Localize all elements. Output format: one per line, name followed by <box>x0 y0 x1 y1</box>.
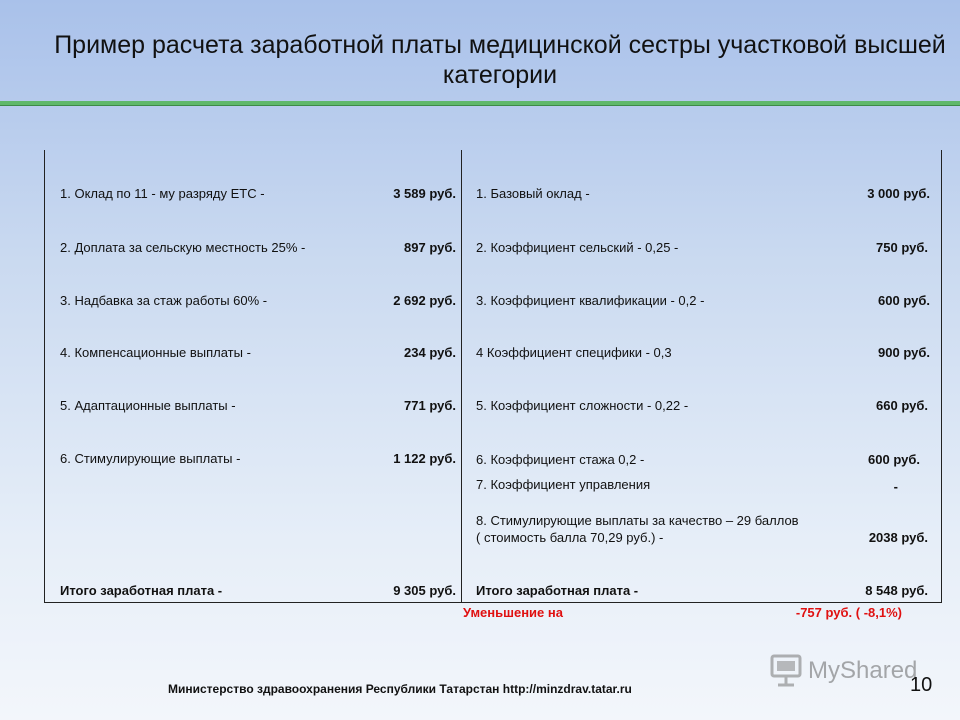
title-underline <box>0 101 960 106</box>
left-item-label: 4. Компенсационные выплаты - <box>60 345 251 360</box>
right-item-label: 3. Коэффициент квалификации - 0,2 - <box>476 293 705 308</box>
left-item-amount: 897 руб. <box>404 240 456 255</box>
right-item-amount: 2038 руб. <box>868 530 928 545</box>
right-item-label: 8. Стимулирующие выплаты за качество – 29 баллов <box>476 513 799 528</box>
decrease-value: -757 руб. ( -8,1%) <box>795 605 902 620</box>
left-item-amount: 2 692 руб. <box>393 293 456 308</box>
right-item-label: ( стоимость балла 70,29 руб.) - <box>476 530 664 545</box>
left-item-label: 5. Адаптационные выплаты - <box>60 398 236 413</box>
page-number: 10 <box>910 674 933 696</box>
presentation-screen-icon <box>768 654 804 688</box>
left-item-label: 1. Оклад по 11 - му разряду ЕТС - <box>60 186 265 201</box>
footer-text: Министерство здравоохранения Республики Татарстан http://minzdrav.tatar.ru <box>168 682 632 696</box>
right-item-label: 2. Коэффициент сельский - 0,25 - <box>476 240 679 255</box>
left-item-label: 2. Доплата за сельскую местность 25% - <box>60 240 306 255</box>
watermark-text: MyShared <box>808 657 918 684</box>
decrease-label: Уменьшение на <box>463 605 563 620</box>
left-total-amount: 9 305 руб. <box>393 583 456 598</box>
right-total-label: Итого заработная плата - <box>476 583 639 598</box>
left-item-label: 6. Стимулирующие выплаты - <box>60 451 241 466</box>
right-item-amount: 900 руб. <box>878 345 930 360</box>
right-item-label: 1. Базовый оклад - <box>476 186 590 201</box>
left-item-amount: 771 руб. <box>404 398 456 413</box>
right-item-label: 5. Коэффициент сложности - 0,22 - <box>476 398 689 413</box>
right-item-amount: 660 руб. <box>876 398 928 413</box>
right-item-amount: 3 000 руб. <box>867 186 930 201</box>
right-item-label: 6. Коэффициент стажа 0,2 - <box>476 452 645 467</box>
left-item-amount: 1 122 руб. <box>393 451 456 466</box>
left-item-label: 3. Надбавка за стаж работы 60% - <box>60 293 268 308</box>
column-divider <box>461 150 462 602</box>
right-total-amount: 8 548 руб. <box>865 583 928 598</box>
left-item-amount: 234 руб. <box>404 345 456 360</box>
watermark <box>768 654 917 688</box>
right-item-amount: 600 руб. <box>868 452 920 467</box>
right-item-amount: 750 руб. <box>876 240 928 255</box>
left-item-amount: 3 589 руб. <box>393 186 456 201</box>
right-item-amount: - <box>893 479 898 494</box>
left-total-label: Итого заработная плата - <box>60 583 223 598</box>
right-item-label: 7. Коэффициент управления <box>476 477 651 492</box>
slide-title: Пример расчета заработной платы медицинской сестры участковой высшей категории <box>54 31 946 89</box>
right-item-label: 4 Коэффициент специфики - 0,3 <box>476 345 672 360</box>
right-item-amount: 600 руб. <box>878 293 930 308</box>
